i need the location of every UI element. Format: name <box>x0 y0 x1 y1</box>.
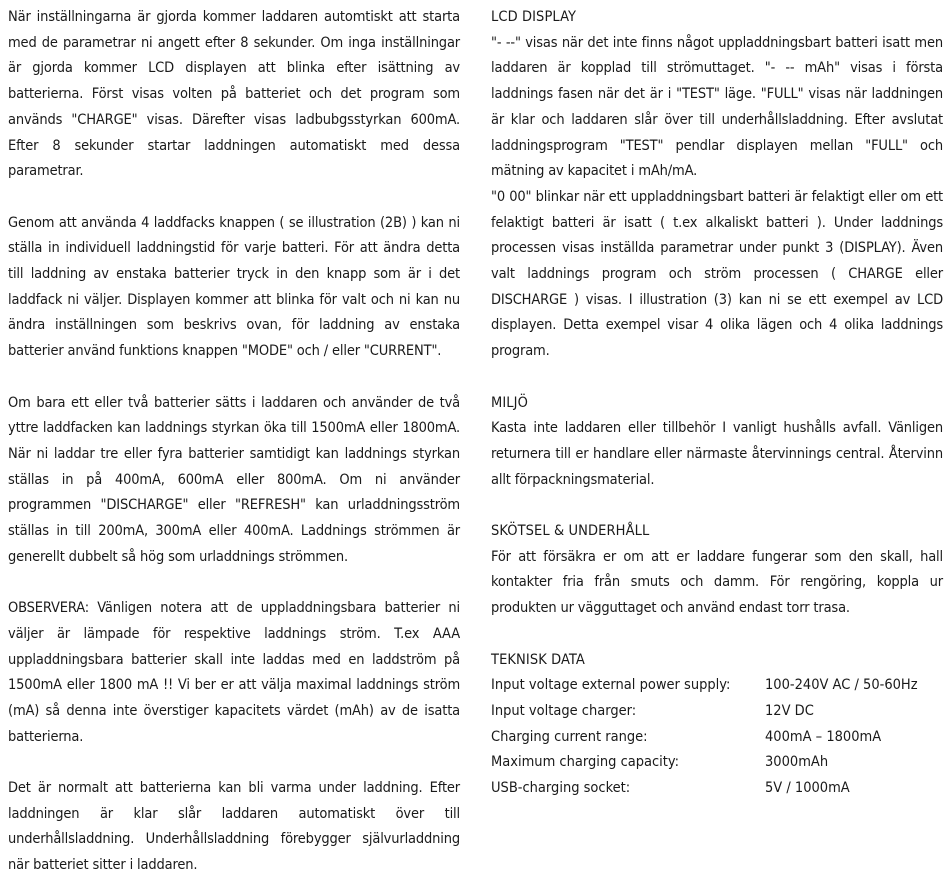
paragraph-charge-current: Om bara ett eller två batterier sätts i laddaren och använder de två yttre laddfacken kan laddnings styrkan öka till 1500mA eller 1800mA. När ni laddar tre eller fyra batterier samtidigt kan laddnings styrkan ställas in på 400mA, 600mA eller 800mA. Om ni använder programmen "DISCHARGE" eller "REFRESH" kan urladdningsström ställas in till 200mA, 300mA eller 400mA. Laddnings strömmen är generellt dubbelt så hög som urladdnings strömmen. <box>8 394 460 565</box>
lcd-display-section <box>491 5 943 365</box>
miljo-section <box>491 391 943 494</box>
spec-label: Charging current range: <box>491 728 648 745</box>
spec-label: Maximum charging capacity: <box>491 754 679 771</box>
spec-label: Input voltage external power supply: <box>491 677 731 694</box>
paragraph-observera: OBSERVERA: Vänligen notera att de uppladdningsbara batterier ni väljer är lämpade för respektive laddnings ström. T.ex AAA uppladdningsbara batterier skall inte laddas med en laddström på 1500mA eller 1800 mA !! Vi ber er att välja maximal laddnings ström (mA) så denna inte överstiger kapacitets värdet (mAh) av de isatta batterierna. <box>8 600 460 745</box>
spec-value: 12V DC <box>765 702 814 719</box>
tech-data-table <box>491 673 918 802</box>
spec-label: Input voltage charger: <box>491 702 637 719</box>
skotsel-section <box>491 519 943 622</box>
skotsel-text: För att försäkra er om att er laddare fungerar som den skall, hall kontakter fria från smuts och damm. För rengöring, koppla ur produkten ur vägguttaget och använd endast torr trasa. <box>491 548 943 617</box>
spec-value: 3000mAh <box>765 754 829 771</box>
table-row <box>491 750 918 776</box>
miljo-heading: MILJÖ <box>491 394 528 411</box>
paragraph-warm-batteries: Det är normalt att batterierna kan bli varma under laddning. Efter laddningen är klar slår laddaren automatiskt över till underhållsladdning. Underhållsladdning förebygger självurladdning när batteriet sitter i laddaren. <box>8 780 460 874</box>
table-row <box>491 776 918 802</box>
table-row <box>491 699 918 725</box>
spec-label: USB-charging socket: <box>491 780 631 797</box>
spec-value: 5V / 1000mA <box>765 780 850 797</box>
spec-value: 400mA – 1800mA <box>765 728 882 745</box>
lcd-display-text-2: "0 00" blinkar när ett uppladdningsbart batteri är felaktigt eller om ett felaktigt batteri är isatt ( t.ex alkaliskt batteri ). Under laddnings processen visas inställda parametrar under punkt 3 (DISPLAY). Även valt laddnings program och ström processen ( CHARGE eller DISCHARGE ) visas. I illustration (3) kan ni se ett exempel av LCD displayen. Detta exempel visar 4 olika lägen och 4 olika laddnings program. <box>491 188 943 360</box>
lcd-display-text-1: "- --" visas när det inte finns något uppladdningsbart batteri isatt men laddaren är kopplad till strömuttaget. "- -- mAh" visas i första laddnings fasen när det är i "TEST" läge. "FULL" visas när laddningen är klar och laddaren slår över till underhållsladdning. Efter avslutat laddningsprogram "TEST" pendlar displayen mellan "FULL" och mätning av kapacitet i mAh/mA. <box>491 34 943 180</box>
tech-data-heading: TEKNISK DATA <box>491 651 585 668</box>
tech-data-section <box>491 648 943 802</box>
table-row <box>491 725 918 751</box>
miljo-text: Kasta inte laddaren eller tillbehör I vanligt hushålls avfall. Vänligen returnera till er handlare eller närmaste återvinnings central. Återvinn allt förpackningsmaterial. <box>491 420 943 488</box>
paragraph-auto-start: När inställningarna är gjorda kommer laddaren automtiskt att starta med de parametrar ni angett efter 8 sekunder. Om inga inställningar är gjorda kommer LCD displayen att blinka efter isättning av batterierna. Först visas volten på batteriet och det program som används "CHARGE" visas. Därefter visas ladbubgsstyrkan 600mA. Efter 8 sekunder startar laddningen automatiskt med dessa parametrar. <box>8 9 460 180</box>
right-column <box>491 5 943 802</box>
paragraph-individual-slots: Genom att använda 4 laddfacks knappen ( se illustration (2B) ) kan ni ställa in individuell laddningstid för varje batteri. För att ändra detta till laddning av enstaka batterier tryck in den knapp som är i det laddfack ni väljer. Displayen kommer att blinka för valt och ni kan nu ändra inställningen som beskrivs ovan, för laddning av enstaka batterier använd funktions knappen "MODE" och / eller "CURRENT". <box>8 214 460 360</box>
lcd-display-heading: LCD DISPLAY <box>491 9 577 25</box>
table-row <box>491 673 918 699</box>
spec-value: 100-240V AC / 50-60Hz <box>765 677 918 694</box>
left-column <box>8 5 460 879</box>
skotsel-heading: SKÖTSEL & UNDERHÅLL <box>491 523 650 540</box>
